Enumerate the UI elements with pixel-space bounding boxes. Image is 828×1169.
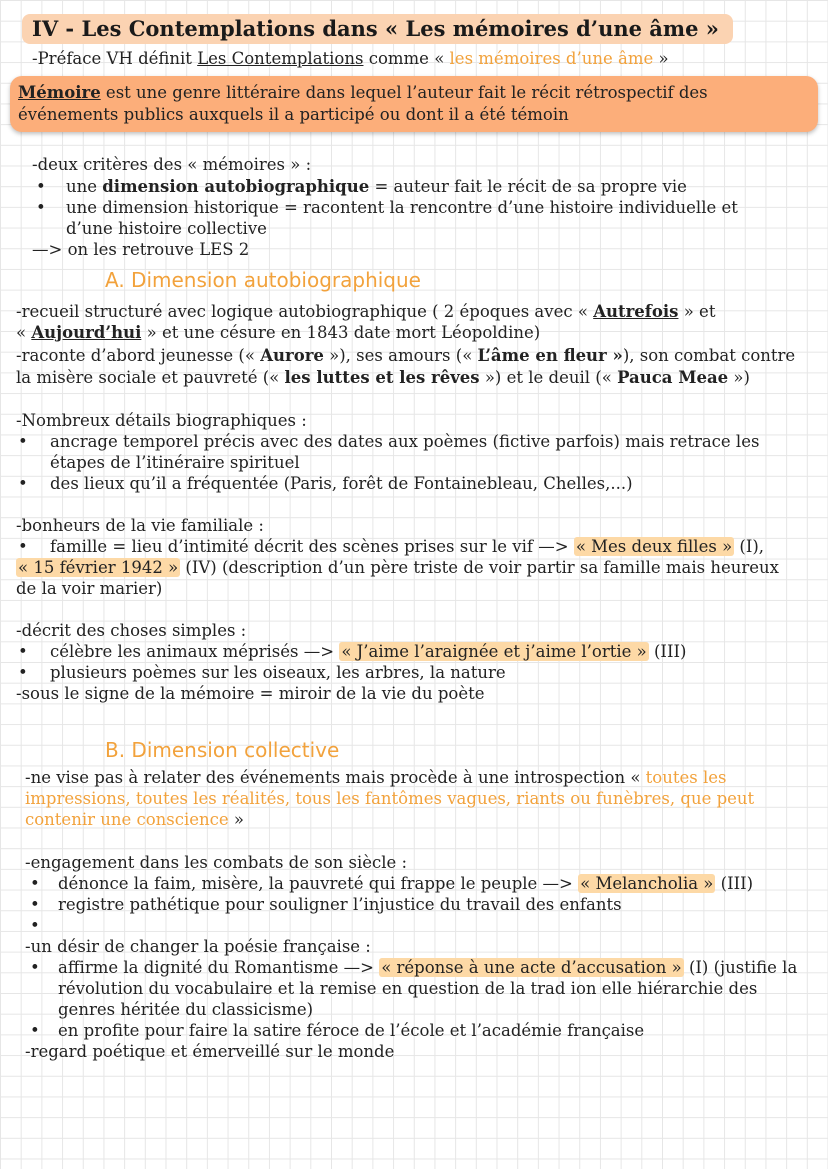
text: la misère sociale et pauvreté (« [16,368,285,387]
poetry-intro: -un désir de changer la poésie française : [25,937,371,956]
bold-term: Pauca Meae [617,368,729,387]
simple-bullet-2: plusieurs poèmes sur les oiseaux, les arbres, la nature [50,663,506,682]
text: célèbre les animaux méprisés —> [50,642,340,661]
bullet: • [18,474,28,493]
details-bullet-1-line-1: ancrage temporel précis avec des dates aux poèmes (fictive parfois) mais retrace les [50,432,760,451]
text: ») [728,368,750,387]
bullet: • [30,874,40,893]
criteria-bullet-2-line-2: d’une histoire collective [66,219,267,238]
text: (III) [648,642,687,661]
bullet: • [36,198,46,217]
memory-line: -sous le signe de la mémoire = miroir de la vie du poète [16,684,485,703]
text: »), ses amours (« [323,346,478,365]
preface-quote: les mémoires d’une âme [449,49,654,68]
text: famille = lieu d’intimité décrit des scènes prises sur le vif —> [50,537,574,556]
text: » [228,810,245,829]
section-b-heading: B. Dimension collective [105,738,340,762]
text: » et [678,302,716,321]
bold-term: Aurore [260,346,324,365]
regard-line: -regard poétique et émerveillé sur le monde [25,1042,395,1061]
engagement-bullet-1 [58,873,753,894]
definition-line-2: événements publics auxquels il a participé ou dont il a été témoin [18,105,569,124]
text: dénonce la faim, misère, la pauvreté qui frappe le peuple —> [58,874,579,893]
family-line-3: de la voir marier) [16,579,163,598]
engagement-bullet-2: registre pathétique pour souligner l’injustice du travail des enfants [58,895,622,914]
text: » et une césure en 1843 date mort Léopoldine) [141,323,541,342]
bold-term: dimension autobiographique [102,177,370,196]
details-bullet-2: des lieux qu’il a fréquentée (Paris, forêt de Fontainebleau, Chelles,...) [50,474,633,493]
definition-line-1: est une genre littéraire dans lequel l’auteur fait le récit rétrospectif des [100,83,708,102]
preface-book-title: Les Contemplations [197,49,364,68]
bullet: • [30,895,40,914]
section-a-paragraph-1-line-2 [16,322,540,343]
text: (I), [734,537,765,556]
text: une [66,177,103,196]
text: affirme la dignité du Romantisme —> [58,958,380,977]
section-b-intro-line-2: impressions, toutes les réalités, tous les fantômes vagues, riants ou funèbres, que peut [25,789,755,808]
family-bullet-1 [50,536,764,557]
orange-quote: toutes les [645,768,727,787]
details-intro: -Nombreux détails biographiques : [16,411,307,430]
text: ») et le deuil (« [479,368,618,387]
details-bullet-1-line-2: étapes de l’itinéraire spirituel [50,453,300,472]
bullet: • [36,177,46,196]
family-intro: -bonheurs de la vie familiale : [16,516,264,535]
bullet: • [30,958,40,977]
poetry-bullet-1-line-2: révolution du vocabulaire et la remise en question de la trad ion elle hiérarchie des [58,979,758,998]
section-a-paragraph-2-line-2 [16,367,750,388]
criteria-bullet-1 [66,176,687,197]
definition-term: Mémoire [18,83,101,102]
bullet: • [18,642,28,661]
section-a-heading: A. Dimension autobiographique [105,268,421,292]
criteria-intro: -deux critères des « mémoires » : [32,155,312,174]
bullet: • [18,537,28,556]
section-a-paragraph-2-line-1 [16,345,795,366]
preface-suffix: » [653,49,669,68]
section-b-intro-line-3 [25,809,244,830]
poetry-bullet-2: en profite pour faire la satire féroce de l’école et l’académie française [58,1021,645,1040]
orange-quote: contenir une conscience [25,810,229,829]
section-a-paragraph-1-line-1 [16,301,715,322]
text: -ne vise pas à relater des événements mais procède à une introspection « [25,768,646,787]
definition-text [18,82,708,126]
highlighted-quote: « Mes deux filles » [575,537,733,556]
family-line-2 [16,557,779,578]
bold-term: Autrefois [593,302,679,321]
poetry-bullet-1-line-1 [58,957,797,978]
bold-term: Aujourd’hui [31,323,142,342]
criteria-conclusion: —> on les retrouve LES 2 [32,240,250,259]
simple-intro: -décrit des choses simples : [16,621,247,640]
text: = auteur fait le récit de sa propre vie [369,177,687,196]
bold-term: les luttes et les rêves [284,368,480,387]
simple-bullet-1 [50,641,686,662]
text: (I) (justifie la [683,958,798,977]
preface-line [32,48,669,69]
bullet: • [30,1021,40,1040]
preface-prefix: -Préface VH définit [32,49,198,68]
bullet: • [18,432,28,451]
highlighted-quote: « 15 février 1942 » [18,558,179,577]
highlighted-quote: « réponse à une acte d’accusation » [381,958,682,977]
bold-term: L’âme en fleur » [477,346,623,365]
page-title: IV - Les Contemplations dans « Les mémoires d’une âme » [22,14,733,44]
text: (IV) (description d’un père triste de voir partir sa famille mais heureux [180,558,779,577]
text: (III) [715,874,754,893]
section-b-intro-line-1 [25,767,726,788]
engagement-intro: -engagement dans les combats de son siècle : [25,853,408,872]
highlighted-quote: « J’aime l’araignée et j’aime l’ortie » [341,642,647,661]
criteria-bullet-2-line-1: une dimension historique = racontent la rencontre d’une histoire individuelle et [66,198,738,217]
poetry-bullet-1-line-3: genres héritée du classicisme) [58,1000,314,1019]
bullet: • [18,663,28,682]
text: « [16,323,32,342]
highlighted-quote: « Melancholia » [580,874,714,893]
bullet: • [30,916,40,935]
text: ), son combat contre [622,346,796,365]
preface-middle: comme « [363,49,450,68]
text: -recueil structuré avec logique autobiographique ( 2 époques avec « [16,302,594,321]
text: -raconte d’abord jeunesse (« [16,346,261,365]
